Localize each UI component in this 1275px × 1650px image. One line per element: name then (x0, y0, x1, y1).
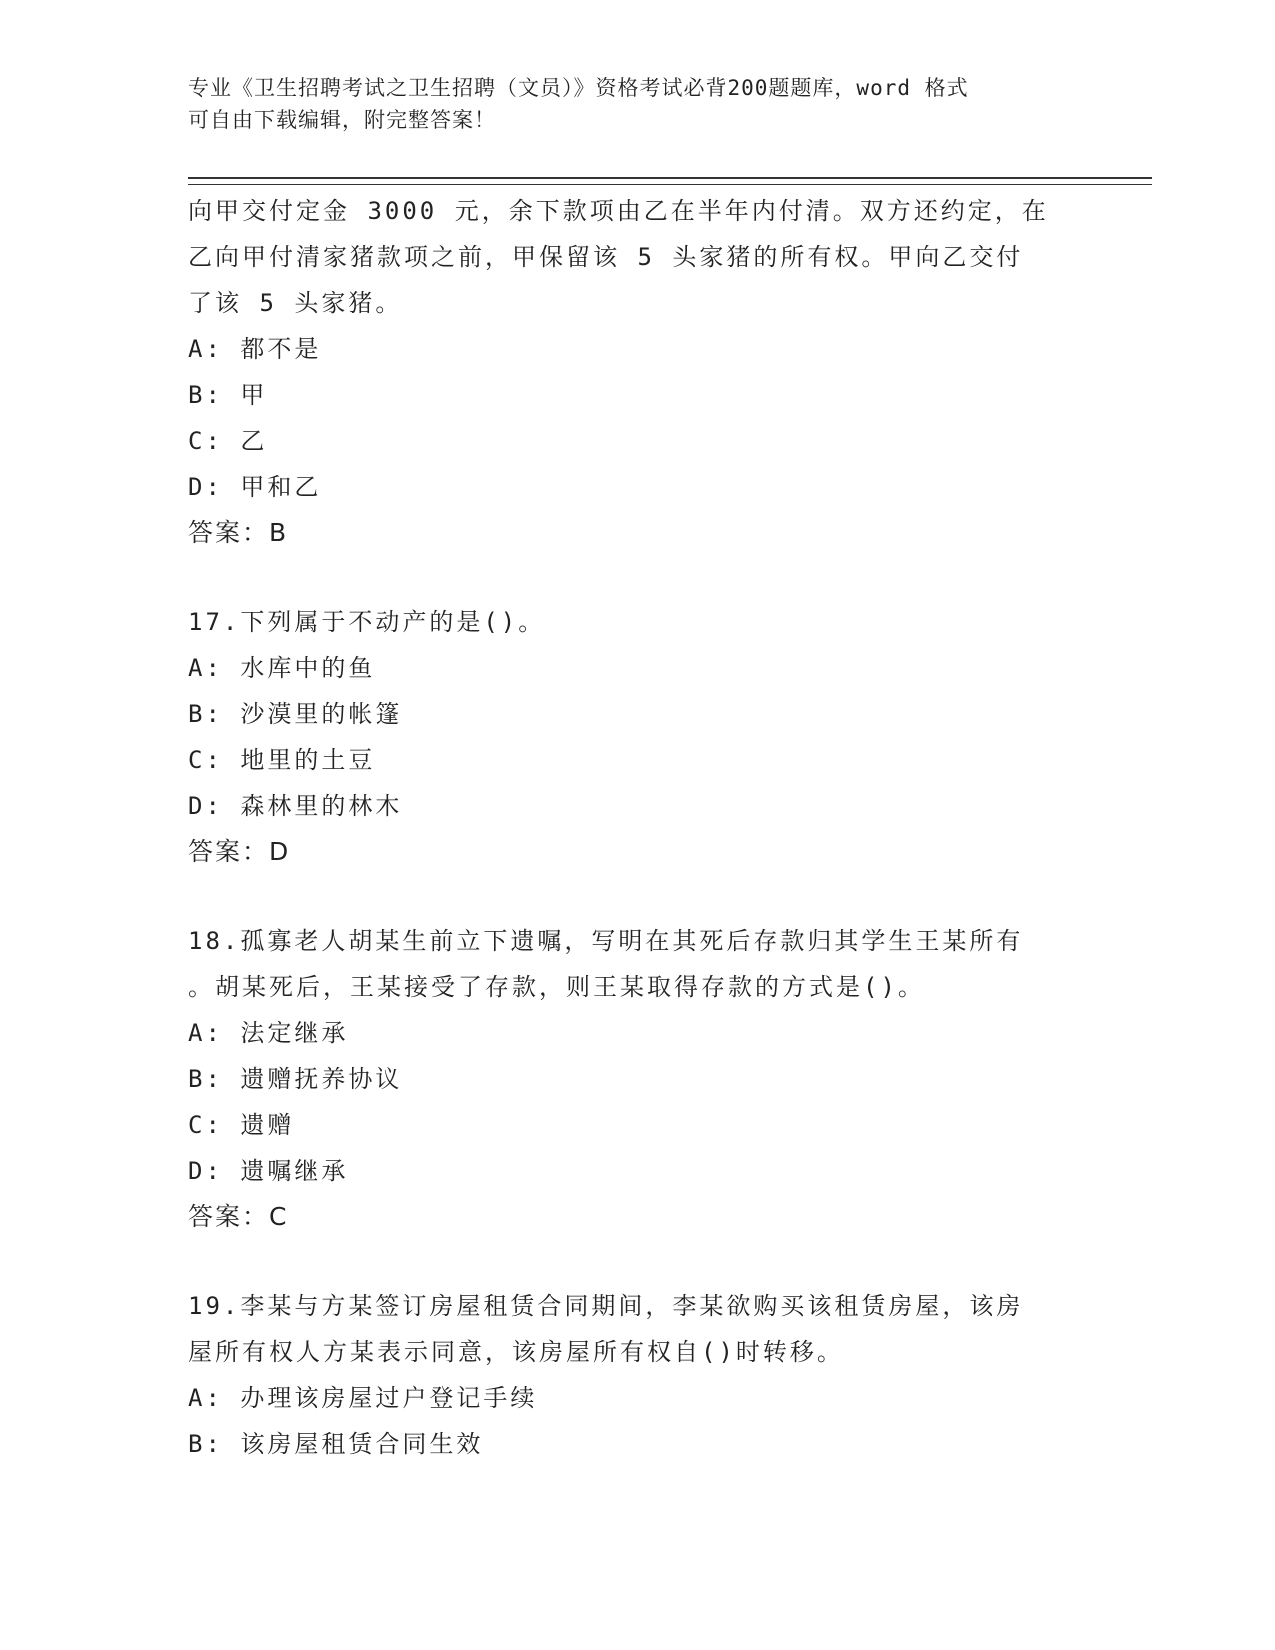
question-text-line: 了该 5 头家猪。 (188, 289, 403, 317)
question-17 (188, 599, 1088, 875)
option-c: C: 遗赠 (188, 1111, 295, 1139)
question-text-line: 乙向甲付清家猪款项之前，甲保留该 5 头家猪的所有权。甲向乙交付 (188, 243, 1024, 271)
option-d: D: 遗嘱继承 (188, 1157, 349, 1185)
option-c: C: 乙 (188, 427, 268, 455)
question-text-line: 17.下列属于不动产的是()。 (188, 608, 546, 636)
option-b: B: 该房屋租赁合同生效 (188, 1430, 484, 1458)
answer-line: 答案：B (188, 518, 289, 547)
header-title-line-1: 专业《卫生招聘考试之卫生招聘（文员）》资格考试必背200题题库，word 格式 (188, 76, 969, 100)
option-a: A: 法定继承 (188, 1019, 349, 1047)
header-divider (188, 177, 1152, 185)
answer-line: 答案：C (188, 1202, 289, 1231)
question-text-line: 18.孤寡老人胡某生前立下遗嘱，写明在其死后存款归其学生王某所有 (188, 927, 1024, 955)
question-text-line: 。胡某死后，王某接受了存款，则王某取得存款的方式是()。 (188, 973, 925, 1001)
option-d: D: 甲和乙 (188, 473, 322, 501)
option-b: B: 沙漠里的帐篷 (188, 700, 403, 728)
option-b: B: 甲 (188, 381, 268, 409)
question-text-line: 屋所有权人方某表示同意，该房屋所有权自()时转移。 (188, 1338, 844, 1366)
question-text-line: 向甲交付定金 3000 元，余下款项由乙在半年内付清。双方还约定，在 (188, 197, 1049, 225)
question-16-continued (188, 188, 1088, 556)
question-19 (188, 1283, 1088, 1467)
option-b: B: 遗赠抚养协议 (188, 1065, 403, 1093)
header-title-line-2: 可自由下载编辑，附完整答案！ (188, 108, 496, 132)
question-text-line: 19.李某与方某签订房屋租赁合同期间，李某欲购买该租赁房屋，该房 (188, 1292, 1024, 1320)
option-a: A: 水库中的鱼 (188, 654, 376, 682)
question-content (188, 188, 1088, 1467)
option-a: A: 办理该房屋过户登记手续 (188, 1384, 538, 1412)
option-a: A: 都不是 (188, 335, 322, 363)
question-18 (188, 918, 1088, 1240)
answer-line: 答案：D (188, 837, 291, 866)
option-d: D: 森林里的林木 (188, 792, 403, 820)
page-header (188, 72, 1088, 136)
option-c: C: 地里的土豆 (188, 746, 376, 774)
